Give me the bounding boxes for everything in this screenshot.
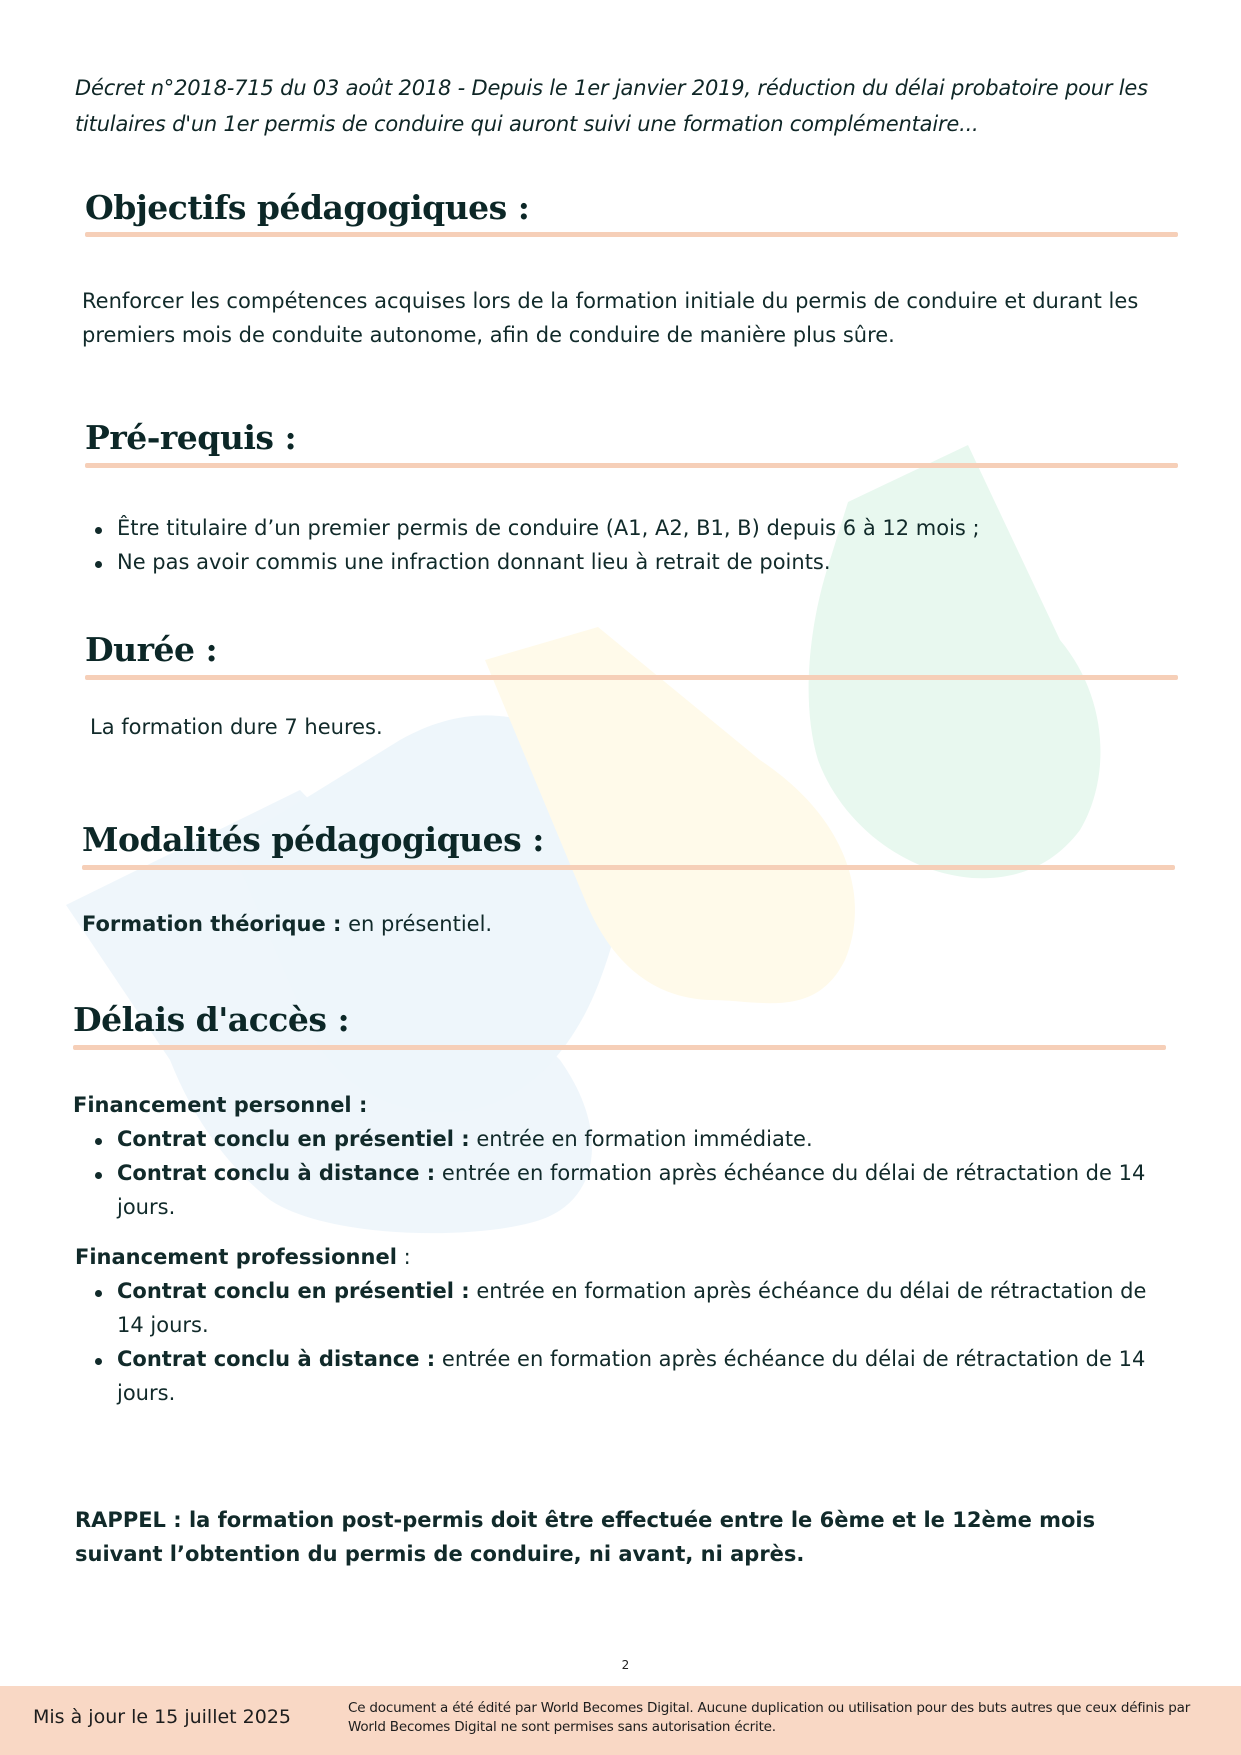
list-item: [93, 1122, 1183, 1156]
heading-prerequis: Pré-requis :: [85, 418, 297, 457]
heading-underline: [85, 463, 1178, 468]
item-text: entrée en formation immédiate.: [469, 1127, 813, 1151]
heading-underline: [82, 865, 1175, 870]
item-text: entrée en formation après échéance du délai de rétractation de 14 jours.: [117, 1279, 1147, 1337]
financement-personnel-list: [93, 1122, 1183, 1224]
list-item: Être titulaire d’un premier permis de conduire (A1, A2, B1, B) depuis 6 à 12 mois ;: [93, 511, 1193, 545]
rappel-note: RAPPEL : la formation post-permis doit être effectuée entre le 6ème et le 12ème mois suivant l’obtention du permis de conduire, ni avant, ni après.: [75, 1508, 1096, 1566]
heading-modalites: Modalités pédagogiques :: [82, 820, 544, 859]
list-item: [93, 1156, 1183, 1224]
heading-delais: Délais d'accès :: [73, 1000, 350, 1039]
list-item: [93, 1342, 1173, 1410]
modalites-value: en présentiel.: [341, 912, 493, 936]
heading-objectifs: Objectifs pédagogiques :: [85, 188, 530, 227]
heading-underline: [73, 1045, 1166, 1050]
footer: [0, 1686, 1241, 1755]
financement-personnel-label: Financement personnel :: [73, 1093, 368, 1117]
item-label: Contrat conclu à distance :: [117, 1161, 436, 1185]
page-number: 2: [621, 1658, 630, 1672]
heading-duree: Durée :: [85, 630, 218, 669]
financement-professionnel-block: [75, 1240, 1175, 1410]
financement-professionnel-list: [93, 1274, 1173, 1410]
list-item: [93, 1274, 1173, 1342]
green-drop-shape: [809, 445, 1101, 878]
item-label: Contrat conclu en présentiel :: [117, 1279, 470, 1303]
footer-legal-notice: Ce document a été édité par World Becomes Digital. Aucune duplication ou utilisation pour des buts autres que ceux définis par World Becomes Digital ne sont permises sans autorisation écrite.: [348, 1700, 1191, 1735]
heading-underline: [85, 675, 1178, 680]
label-suffix: :: [396, 1245, 411, 1269]
modalites-text: [82, 907, 1182, 941]
modalites-label: Formation théorique :: [82, 912, 342, 936]
financement-personnel-block: [73, 1088, 1193, 1224]
item-text: entrée en formation après échéance du délai de rétractation de 14 jours.: [117, 1161, 1146, 1219]
item-label: Contrat conclu en présentiel :: [117, 1127, 470, 1151]
prerequis-list: [93, 511, 1193, 579]
duree-text: La formation dure 7 heures.: [90, 715, 383, 739]
objectifs-text: Renforcer les compétences acquises lors de la formation initiale du permis de conduire et durant les premiers mois de conduite autonome, afin de conduire de manière plus sûre.: [82, 289, 1139, 347]
heading-underline: [85, 232, 1178, 237]
financement-professionnel-label: Financement professionnel: [75, 1245, 397, 1269]
item-text: entrée en formation après échéance du délai de rétractation de 14 jours.: [117, 1347, 1146, 1405]
decree-intro: Décret n°2018-715 du 03 août 2018 - Depuis le 1er janvier 2019, réduction du délai probatoire pour les titulaires d'un 1er permis de conduire qui auront suivi une formation complémentaire...: [75, 76, 1148, 136]
footer-updated-date: Mis à jour le 15 juillet 2025: [33, 1706, 292, 1728]
list-item: Ne pas avoir commis une infraction donnant lieu à retrait de points.: [93, 545, 1193, 579]
item-label: Contrat conclu à distance :: [117, 1347, 436, 1371]
